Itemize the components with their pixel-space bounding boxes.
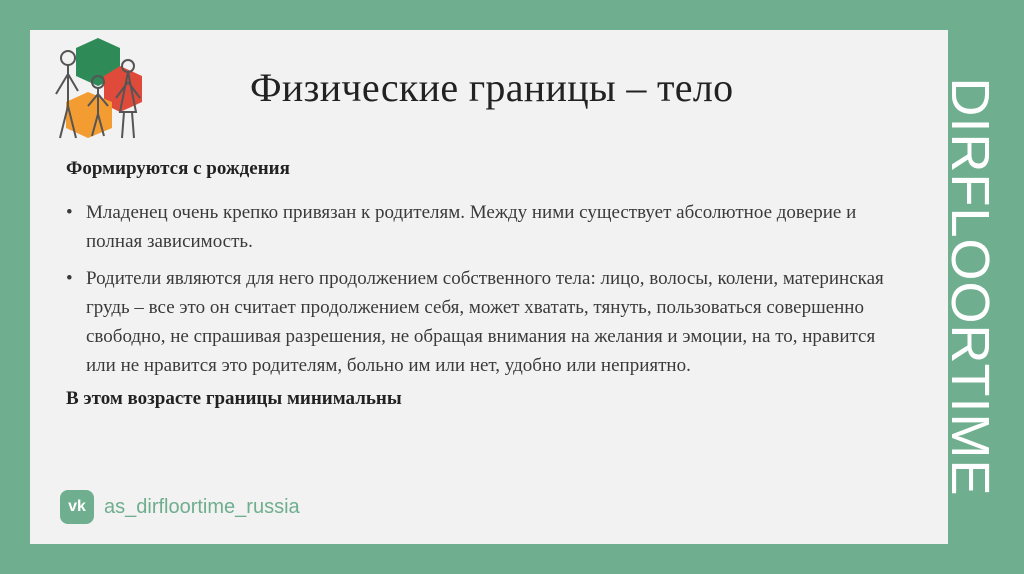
bullet-text: Родители являются для него продолжением собственного тела: лицо, волосы, колени, материнская грудь – все это он считает продолжением себя, может хватать, тянуть, пользоваться совершенно свободно, не спрашивая разрешения, не обращая внимания на желания и эмоции, на то, нравится или не нравится это родителям, больно им или нет, удобно или неприятно. [86,268,884,376]
vk-icon[interactable]: vk [60,490,94,524]
subheading: Формируются с рождения [66,158,290,179]
bullet-dot: • [66,202,73,223]
slide [30,30,948,544]
social-handle[interactable]: as_dirfloortime_russia [104,495,300,518]
bullet-dot: • [66,268,73,289]
slide-content [66,158,886,410]
bullet-item [66,264,886,380]
page-title: Физические границы – тело [250,65,734,110]
family-logo-icon [48,36,148,142]
brand-vertical-text: DIRFLOORTIME [940,77,1000,497]
closing-statement: В этом возрасте границы минимальны [66,388,402,409]
bullet-item [66,198,886,256]
footer [60,490,300,524]
bullet-text: Младенец очень крепко привязан к родителям. Между ними существует абсолютное доверие и полная зависимость. [86,202,857,252]
